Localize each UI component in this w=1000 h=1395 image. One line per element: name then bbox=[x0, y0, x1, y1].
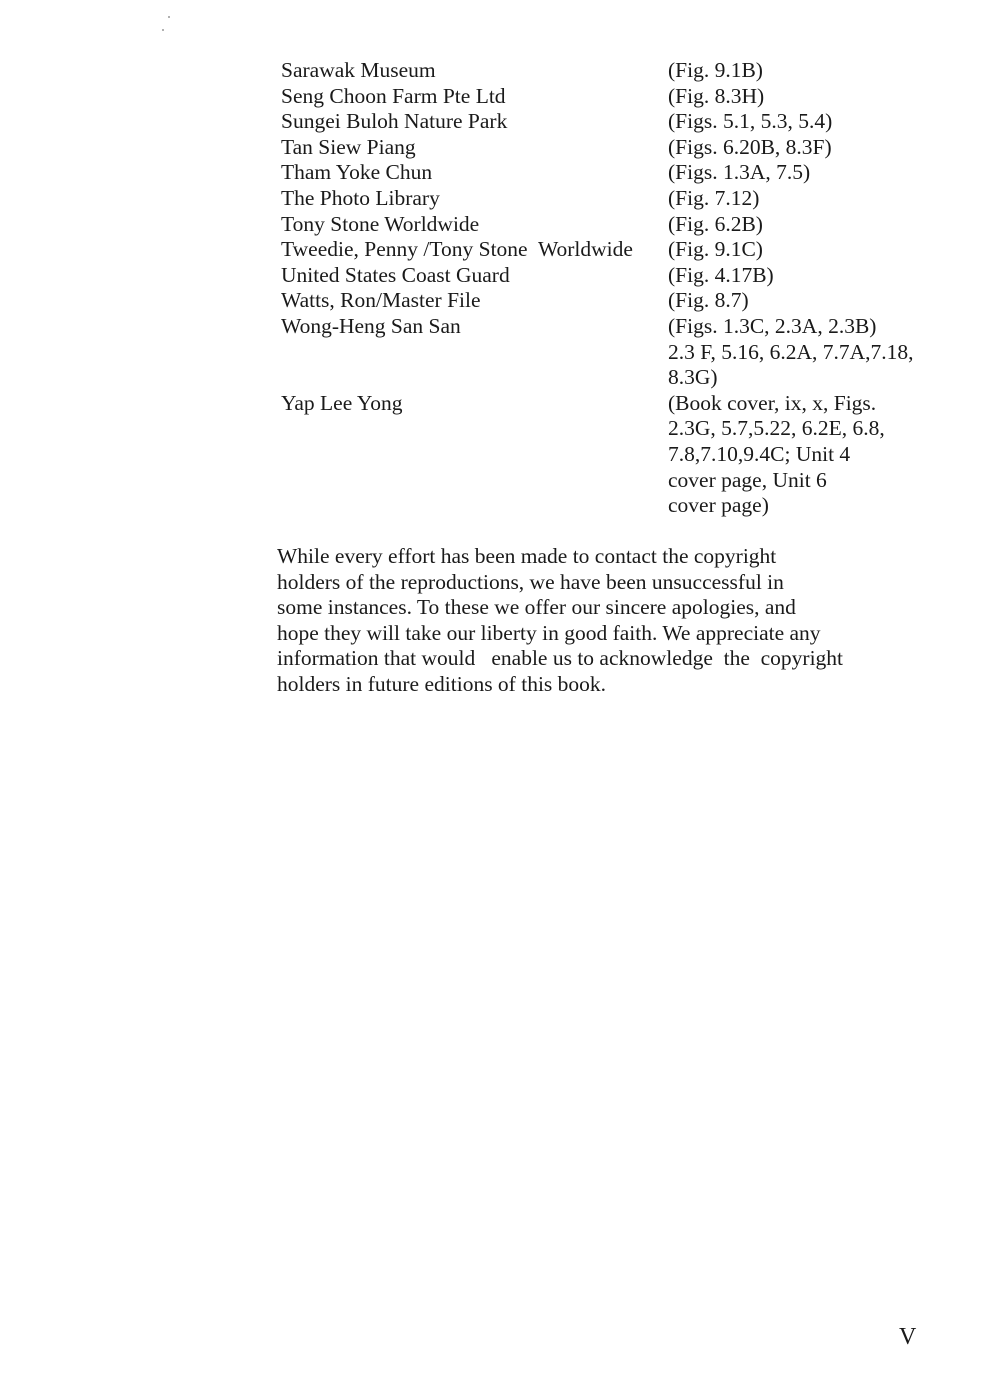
credit-name: The Photo Library bbox=[281, 185, 440, 210]
scan-speck bbox=[168, 16, 170, 18]
credit-row bbox=[281, 237, 941, 263]
credit-name: United States Coast Guard bbox=[281, 262, 510, 287]
credit-row bbox=[281, 84, 941, 110]
credit-figures: (Fig. 7.12) bbox=[668, 185, 760, 210]
credit-figures: (Fig. 9.1C) bbox=[668, 237, 763, 262]
credit-name: Tweedie, Penny /Tony Stone Worldwide bbox=[281, 237, 633, 262]
credit-figures: (Fig. 6.2B) bbox=[668, 211, 763, 236]
credit-figures: (Book cover, ix, x, Figs. 2.3G, 5.7,5.22, 6.2E, 6.8, 7.8,7.10,9.4C; Unit 4 cover page, Unit 6 cover page) bbox=[668, 390, 885, 518]
credit-row bbox=[281, 135, 941, 161]
credit-name: Yap Lee Yong bbox=[281, 390, 403, 415]
credit-figures: (Fig. 8.3H) bbox=[668, 83, 765, 108]
notice-line: some instances. To these we offer our sincere apologies, and bbox=[277, 595, 796, 620]
notice-line: hope they will take our liberty in good faith. We appreciate any bbox=[277, 620, 821, 645]
credit-figures: (Figs. 5.1, 5.3, 5.4) bbox=[668, 109, 833, 134]
copyright-notice bbox=[277, 544, 917, 698]
credit-name: Wong-Heng San San bbox=[281, 313, 461, 338]
credit-row bbox=[281, 160, 941, 186]
credit-figures: (Fig. 4.17B) bbox=[668, 262, 774, 287]
credit-name: Sarawak Museum bbox=[281, 58, 436, 82]
credit-row bbox=[281, 288, 941, 314]
credit-figures: (Fig. 9.1B) bbox=[668, 58, 763, 82]
credit-name: Tan Siew Piang bbox=[281, 134, 416, 159]
credit-row bbox=[281, 109, 941, 135]
credit-row bbox=[281, 314, 941, 391]
credit-name: Sungei Buloh Nature Park bbox=[281, 109, 508, 134]
credit-name: Watts, Ron/Master File bbox=[281, 288, 481, 313]
page-number: V bbox=[899, 1324, 917, 1350]
notice-line: information that would enable us to acknowledge the copyright bbox=[277, 646, 844, 671]
scan-speck bbox=[162, 29, 164, 31]
credit-name: Tony Stone Worldwide bbox=[281, 211, 480, 236]
photo-credits-list bbox=[281, 58, 941, 519]
credit-name: Seng Choon Farm Pte Ltd bbox=[281, 83, 506, 108]
credit-figures: (Figs. 6.20B, 8.3F) bbox=[668, 134, 832, 159]
credit-row bbox=[281, 263, 941, 289]
credit-figures: (Fig. 8.7) bbox=[668, 288, 749, 313]
credit-row bbox=[281, 391, 941, 519]
notice-line: While every effort has been made to contact the copyright bbox=[277, 544, 777, 568]
credit-name: Tham Yoke Chun bbox=[281, 160, 433, 185]
credit-row bbox=[281, 212, 941, 238]
credit-row bbox=[281, 186, 941, 212]
notice-line: holders of the reproductions, we have been unsuccessful in bbox=[277, 569, 784, 594]
credit-row bbox=[281, 58, 941, 84]
credit-figures: (Figs. 1.3A, 7.5) bbox=[668, 160, 811, 185]
credit-figures: (Figs. 1.3C, 2.3A, 2.3B) 2.3 F, 5.16, 6.2A, 7.7A,7.18, 8.3G) bbox=[668, 313, 914, 390]
notice-line: holders in future editions of this book. bbox=[277, 671, 607, 696]
